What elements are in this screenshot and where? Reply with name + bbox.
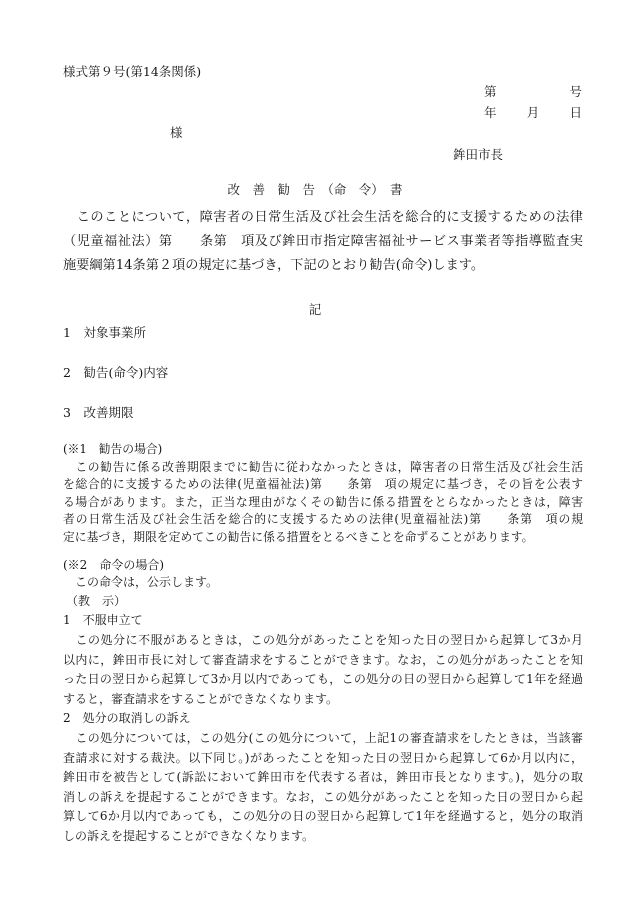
section-title: 1 不服申立て <box>63 613 143 628</box>
note-heading: (※1 勧告の場合) <box>63 442 163 456</box>
text-line: このことについて，障害者の日常生活及び社会生活を総合的に支援するための法律 <box>63 210 583 225</box>
document-number-prefix: 第 <box>484 84 497 99</box>
text-line: 定に基づき，期限を定めてこの勧告に係る措置をとるべきことを命ずることがあります。 <box>63 529 534 544</box>
text-line: 者の日常生活及び社会生活を総合的に支援するための法律(児童福祉法)第 条第 項の規 <box>63 512 583 527</box>
text-line: った日の翌日から起算して3か月以内であっても，この処分の日の翌日から起算して1年を経過 <box>63 672 583 687</box>
text-line: この命令は，公示します。 <box>63 575 219 590</box>
form-number: 様式第９号(第14条関係) <box>63 64 202 79</box>
item-list <box>63 313 583 433</box>
text-line: すると，審査請求をすることができなくなります。 <box>63 691 339 706</box>
text-line: る場合があります。また，正当な理由がなくその勧告に係る措置をとらなかったときは，障害 <box>63 494 583 509</box>
text-line: 鉾田市を被告として(訴訟において鉾田市を代表する者は，鉾田市長となります。)，処分の取 <box>63 770 583 785</box>
ki-heading: 記 <box>308 302 322 317</box>
text-line: を総合的に支援するための法律(児童福祉法)第 条第 項の規定に基づき，その旨を公表す <box>63 477 583 492</box>
issuer-name: 鉾田市長 <box>453 147 504 162</box>
text-line: 施要綱第14条第２項の規定に基づき，下記のとおり勧告(命令)します。 <box>63 258 485 273</box>
section-title: 2 処分の取消しの訴え <box>63 711 191 726</box>
text-line: （児童福祉法）第 条第 項及び鉾田市指定障害福祉サービス事業者等指導監査実 <box>63 234 583 249</box>
instruction-heading: （教 示） <box>66 593 127 608</box>
list-item: 3 改善期限 <box>63 405 134 420</box>
list-item: 1 対象事業所 <box>63 325 146 340</box>
intro-paragraph <box>63 206 583 278</box>
list-item: 2 勧告(命令)内容 <box>63 365 169 380</box>
text-line: 算して6か月以内であっても，この処分の日の翌日から起算して1年を経過すると，処分の取消 <box>63 809 583 824</box>
text-line: この勧告に係る改善期限までに勧告に従わなかったときは，障害者の日常生活及び社会生活 <box>63 459 583 474</box>
document-title: 改 善 勧 告 （命 令） 書 <box>227 182 403 197</box>
date-month: 月 <box>526 105 540 120</box>
note-heading: (※2 命令の場合) <box>63 558 164 572</box>
addressee-suffix: 様 <box>170 125 183 140</box>
note-order <box>63 557 583 592</box>
text-line: 査請求に対する裁決。以下同じ。)があったことを知った日の翌日から起算して6か月以内に， <box>63 750 583 765</box>
text-line: しの訴えを提起することができなくなります。 <box>63 828 315 843</box>
document-number <box>484 83 582 101</box>
document-number-suffix: 号 <box>569 84 582 99</box>
date-day: 日 <box>569 105 582 120</box>
text-line: この処分に不服があるときは，この処分があったことを知った日の翌日から起算して3か月 <box>63 632 583 647</box>
date-year: 年 <box>484 105 497 120</box>
document-date <box>484 104 582 122</box>
text-line: この処分については，この処分(この処分について，上記1の審査請求をしたときは，当該審 <box>63 730 583 745</box>
text-line: 以内に，鉾田市長に対して審査請求をすることができます。なお，この処分があったことを知 <box>63 652 583 667</box>
instruction-block <box>63 592 583 847</box>
note-recommendation <box>63 441 583 547</box>
text-line: 消しの訴えを提起することができます。なお，この処分があったことを知った日の翌日から起 <box>63 789 583 804</box>
